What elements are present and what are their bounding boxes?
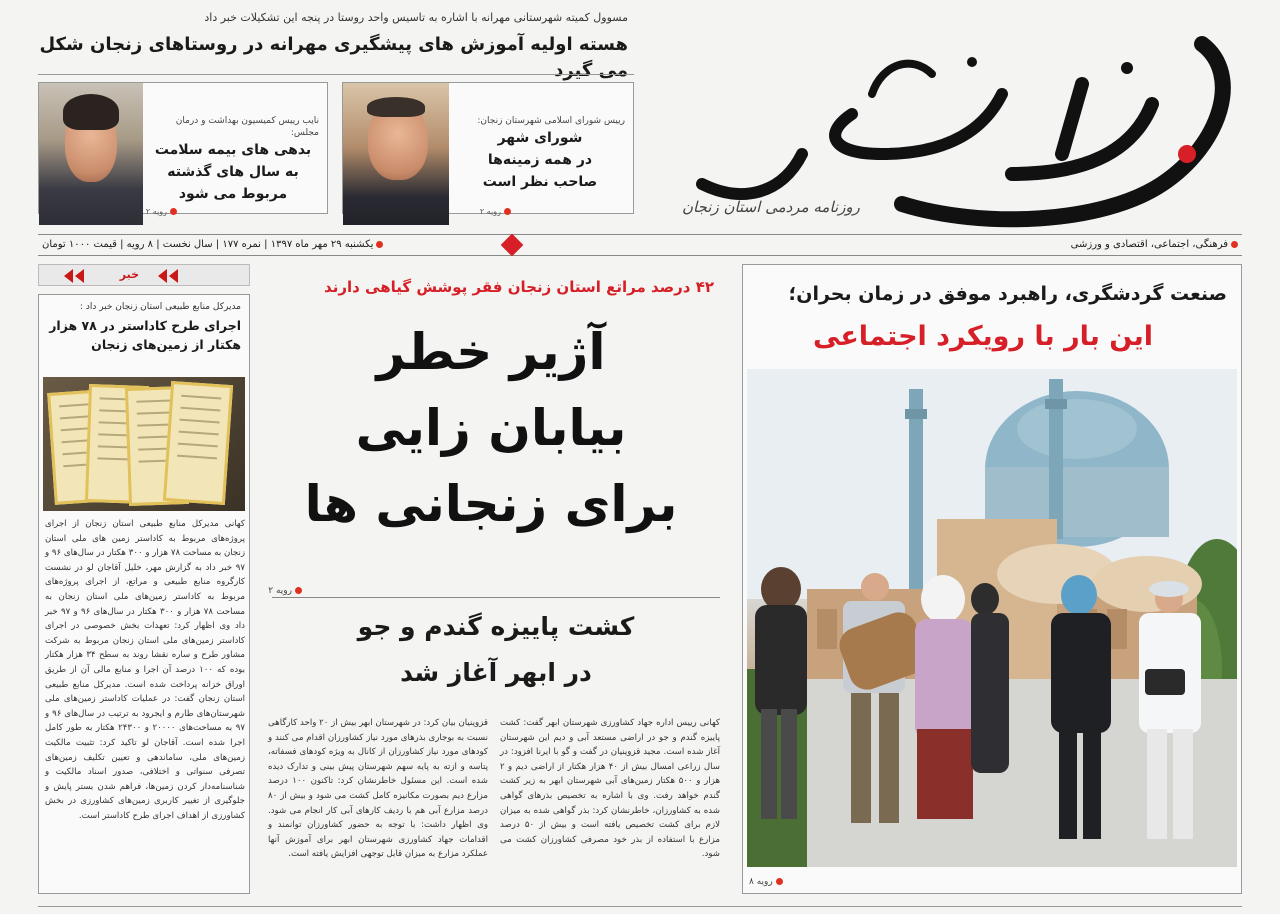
news-header[interactable] <box>38 264 250 286</box>
feature-box[interactable] <box>742 264 1242 894</box>
top-teaser-kicker: مسوول کمیته شهرستانی مهرانه با اشاره به تاسیس واحد روستا در پنجه این تشکیلات خبر داد <box>204 11 628 24</box>
feature-title: این بار با رویکرد اجتماعی <box>813 321 1153 352</box>
lead-title-line-2: بیابان زایی <box>355 399 627 457</box>
health-role: نایب رییس کمیسیون بهداشت و درمان مجلس: <box>175 116 319 138</box>
news-column <box>38 264 250 894</box>
center-column <box>256 264 732 894</box>
bullet-dot-icon <box>504 208 511 215</box>
health-page[interactable]: رویه ۲ <box>146 207 177 216</box>
lead-kicker: ۴۲ درصد مراتع استان زنجان فقر پوشش گیاهی دارند <box>324 278 714 296</box>
bullet-dot-icon <box>170 208 177 215</box>
health-portrait <box>39 83 143 225</box>
second-title[interactable] <box>276 604 716 696</box>
lead-page[interactable]: رویه ۲ <box>268 586 302 596</box>
council-line-3: صاحب نظر است <box>482 174 598 190</box>
health-box[interactable] <box>38 82 328 214</box>
health-line-1: بدهی های بیمه سلامت <box>154 142 312 158</box>
diamond-icon <box>501 234 524 257</box>
news-kicker: مدیرکل منابع طبیعی استان زنجان خبر داد : <box>79 302 241 312</box>
bottom-rule <box>38 906 1242 907</box>
health-line-2: به سال های گذشته <box>167 164 299 180</box>
chevron-left-icon <box>158 269 167 283</box>
second-title-line-1: کشت پاییزه گندم و جو <box>357 612 635 641</box>
bullet-dot-icon <box>376 241 383 248</box>
bullet-dot-icon <box>295 587 302 594</box>
news-title: اجرای طرح کاداستر در ۷۸ هزار هکتار از زمین‌های زنجان <box>49 318 241 352</box>
lead-title[interactable] <box>256 314 726 542</box>
info-bar <box>38 234 1242 256</box>
feature-page[interactable]: رویه ۸ <box>749 877 783 887</box>
feature-kicker: صنعت گردشگری، راهبرد موفق در زمان بحران؛ <box>788 283 1227 305</box>
council-portrait <box>343 83 449 225</box>
top-teaser-title[interactable]: هسته اولیه آموزش های پیشگیری مهرانه در روستاهای زنجان شکل می گیرد <box>39 34 628 81</box>
top-teaser <box>38 10 634 81</box>
council-line-1: شورای شهر <box>497 130 583 146</box>
bullet-dot-icon <box>776 878 783 885</box>
info-issue: یکشنبه ۲۹ مهر ماه ۱۳۹۷ | نمره ۱۷۷ | سال نخست | ۸ رویه | قیمت ۱۰۰۰ تومان <box>42 239 383 250</box>
top-teaser-rule <box>38 74 634 75</box>
masthead-tagline: روزنامه مردمی استان زنجان <box>682 198 860 216</box>
news-card[interactable] <box>38 294 250 894</box>
tourism-photo <box>747 369 1237 867</box>
center-rule <box>272 597 720 598</box>
health-line-3: مربوط می شود <box>178 186 288 202</box>
lead-title-line-3: برای زنجانی ها <box>304 475 678 533</box>
bullet-dot-icon <box>1231 241 1238 248</box>
news-header-label: خبر <box>119 268 139 281</box>
chevron-left-icon <box>75 269 84 283</box>
news-body: کهانی مدیرکل منابع طبیعی استان زنجان از اجرای پروژه‌های مربوط به کاداستر زمین های ملی استان زنجان به مساحت ۷۸ هزار و ۳۰۰ هکتار در سال‌های ۹۶ و ۹۷ خبر داد به گزارش مهر، خلیل آقاجان لو در نشست کارگروه منابع طبیعی و مراتع، از اجرای پروژه‌های مربوط به کاداستر زمین‌های ملی استان زنجان به مساحت ۷۸ هزار و ۳۰۰ هکتار در سال‌های ۹۶ و ۹۷ خبر داد وی اظهار کرد: تعهدات بخش خصوصی در اجرای کاداستر زمین‌های ملی استان زنجان مربوط به شرکت مشاور طرح و ساره نقشا روند به سطح ۳۴ هزار هکتار بوده که ۱۰۰ درصد آن اجرا و منابع مالی آن از طریق اوراق خزانه پرداخت شده است. مدیرکل منابع طبیعی استان زنجان گفت: در عملیات کاداستر زمین‌های ملی شهرستان‌های طارم و ایجرود به ترتیب در سال‌های ۹۶ و ۹۷ به مساحت‌های ۲۰۰۰۰ و ۲۴۳۰۰ هکتار به طور کامل اجرا شده است. آقاجان لو تاکید کرد: تثبیت مالکیت زمین‌های ملی، ساماندهی و تعیین تکلیف زمین‌های تصرفی سنواتی و اختلافی، صدور اسناد مالکیت و شناسنامه‌دار کردن زمین‌ها، فراهم شدن بستر پایش و جلوگیری از تغییر کاربری زمین‌های کشاورزی در بخش کشاورزی از اهداف اجرای طرح کاداستر است. <box>45 519 245 821</box>
second-title-line-2: در ابهر آغاز شد <box>400 658 592 687</box>
tourists-mosque-illustration <box>747 369 1237 867</box>
documents-photo <box>43 377 245 511</box>
chevron-left-icon <box>169 269 178 283</box>
council-line-2: در همه زمینه‌ها <box>487 152 593 168</box>
second-text-left: قزوینیان بیان کرد: در شهرستان ابهر بیش از ۲۰ واحد کارگاهی نسبت به بوجاری بذرهای مورد نیاز کشاورزان اقدام می کنند و کودهای مورد نیاز کشاورزان از کانال به ویژه کودهای فسفاته، پتاسه و ازته به پایه سهم شهرستان پیش بینی و تدارک دیده شده است. این مسئول خاطرنشان کرد: تاکنون ۱۰۰ درصد مزارع دیم بصورت مکانیزه کامل کشت می شود و بیش از ۸۰ درصد مزارع آبی هم با ردیف کارهای آبی کار انجام می شود. وی اظهار داشت: با توجه به حضور کشاورزان توانمند و اقدامات جهاد کشاورزی شهرستان ابهر برای آموزش آنها عملکرد مزارع به میزان قابل توجهی افزایش یافته است. <box>268 718 488 860</box>
second-text-right: کهانی رییس اداره جهاد کشاورزی شهرستان ابهر گفت: کشت پاییزه گندم و جو در اراضی مستعد آبی و دیم این شهرستان آغاز شده است. مجید قزوینیان در گفت و گو با ایرنا افزود: در سال زراعی امسال بیش از ۴۰ هزار هکتار از اراضی دیم و ۲ هزار و ۵۰۰ هکتار زمین‌های آبی شهرستان ابهر به زیر کشت گندم خواهد رفت. وی با اشاره به تخصیص بذرهای گواهی شده به کشاورزان، خاطرنشان کرد: بذر گواهی شده به میزان لازم برای کشت تخصیص یافته است و بیش از ۵۰ درصد مزارع با استفاده از بذر خود مصرفی کشاورزان کشت می شود. <box>500 718 720 860</box>
info-categories: فرهنگی، اجتماعی، اقتصادی و ورزشی <box>1071 239 1238 250</box>
council-page[interactable]: رویه ۲ <box>480 207 511 216</box>
council-role: رییس شورای اسلامی شهرستان زنجان: <box>477 116 625 126</box>
masthead-logo[interactable] <box>682 34 1242 234</box>
lead-title-line-1: آژیر خطر <box>376 323 606 381</box>
council-box[interactable] <box>342 82 634 214</box>
chevron-left-icon <box>64 269 73 283</box>
